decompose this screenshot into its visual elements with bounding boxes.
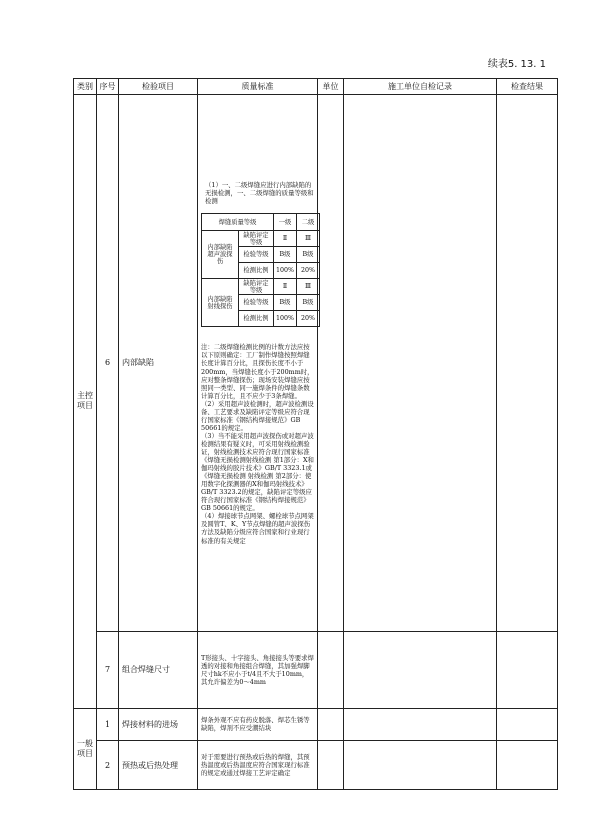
- header-item: 检验项目: [119, 79, 198, 95]
- category-general: 一般项目: [74, 708, 97, 789]
- group-row-g1: B级: [274, 247, 297, 263]
- standard-cell: 对于需要进行预热或后热的焊缝，其预热温度或后热温度应符合国家现行标准的规定或通过焊接工艺评定确定: [198, 741, 318, 790]
- group-row-g2: Ⅲ: [297, 231, 320, 247]
- unit-cell: [318, 631, 344, 708]
- result-cell: [497, 708, 558, 741]
- record-cell: [344, 741, 497, 790]
- group-row-g2: Ⅲ: [297, 279, 320, 295]
- table-title: 续表5. 13. 1: [487, 59, 546, 70]
- group-row-g2: B级: [297, 295, 320, 311]
- header-category: 类别: [74, 79, 97, 95]
- unit-cell: [318, 741, 344, 790]
- table-row: [74, 95, 558, 631]
- seq-cell: 1: [97, 708, 119, 741]
- header-record: 施工单位自检记录: [344, 79, 497, 95]
- table-row: [74, 631, 558, 708]
- group-row-label: 检验等级: [239, 295, 274, 311]
- grade-head-label: 焊缝质量等级: [202, 214, 274, 231]
- group-name: 内部缺陷超声波探伤: [202, 231, 239, 279]
- item-cell: 内部缺陷: [119, 95, 198, 631]
- standard-para: （2）采用超声波检测时，超声波检测设备、工艺要求及缺陷评定等级应符合现行国家标准《钢结构焊接规范》GB 50661的规定。: [201, 399, 314, 432]
- group-row-g1: Ⅱ: [274, 279, 297, 295]
- group-row-label: 缺陷评定等级: [239, 231, 274, 247]
- unit-cell: [318, 708, 344, 741]
- group-row-g1: B级: [274, 295, 297, 311]
- group-row-g2: 20%: [297, 263, 320, 279]
- standard-note: 注：二级焊缝检测比例的计数方法应按以下原则确定：工厂制作焊缝按照焊缝长度计算百分比，且探伤长度不小于200mm，当焊缝长度小于200mm时，应对整条焊缝探伤；现场安装焊缝应按照同一类型、同一施焊条件的焊缝条数计算百分比，且不应少于3条焊缝。: [201, 343, 314, 400]
- group-row-g2: B级: [297, 247, 320, 263]
- seq-cell: 6: [97, 95, 119, 631]
- category-main-control: 主控项目: [74, 95, 97, 708]
- record-cell: [344, 631, 497, 708]
- group-row-label: 检测比例: [239, 263, 274, 279]
- grade2-head: 二级: [297, 214, 320, 231]
- group-name: 内部缺陷射线探伤: [202, 279, 239, 327]
- standard-para: （3）当不能采用超声波探伤或对超声波检测结果有疑义时，可采用射线检测验证，射线检测技术应符合现行国家标准《焊缝无损检测射线检测 第1部分：X和伽玛射线的胶片技术》GB/T 3323.1或《焊缝无损检测 射线检测 第2部分：使用数字化探测器的X和伽玛射线技术》GB/T 3323.2的规定，缺陷评定等级应符合现行国家标准《钢结构焊接规范》GB 50661的规定。: [201, 431, 314, 513]
- item-cell: 组合焊缝尺寸: [119, 631, 198, 708]
- group-row-label: 检验等级: [239, 247, 274, 263]
- item-cell: 预热或后热处理: [119, 741, 198, 790]
- item-cell: 焊接材料的进场: [119, 708, 198, 741]
- group-row-label: 缺陷评定等级: [239, 279, 274, 295]
- group-row-g1: 100%: [274, 263, 297, 279]
- seq-cell: 7: [97, 631, 119, 708]
- grade1-head: 一级: [274, 214, 297, 231]
- result-cell: [497, 95, 558, 631]
- standard-para: （4）焊接球节点网架、螺栓球节点网架及圆管T、K、Y节点焊缝的超声波探伤方法及缺陷分级应符合国家和行业现行标准的有关规定: [201, 512, 314, 545]
- record-cell: [344, 708, 497, 741]
- result-cell: [497, 741, 558, 790]
- header-row: [74, 79, 558, 95]
- seq-cell: 2: [97, 741, 119, 790]
- standard-cell: [198, 95, 318, 631]
- table-row: [74, 708, 558, 741]
- standard-intro: （1）一、二级焊缝应进行内部缺陷的无损检测，一、二级焊缝的质量等级和检测: [205, 181, 314, 206]
- result-cell: [497, 631, 558, 708]
- grade-table: [201, 213, 320, 327]
- inspection-table: [73, 78, 558, 790]
- group-row-g1: Ⅱ: [274, 231, 297, 247]
- table-row: [74, 741, 558, 790]
- header-result: 检查结果: [497, 79, 558, 95]
- unit-cell: [318, 95, 344, 631]
- header-seq: 序号: [97, 79, 119, 95]
- standard-cell: 焊条外观不应有药皮脱落、焊芯生锈等缺陷，焊剂不应受潮结块: [198, 708, 318, 741]
- group-row-g1: 100%: [274, 311, 297, 327]
- group-row-label: 检测比例: [239, 311, 274, 327]
- group-row-g2: 20%: [297, 311, 320, 327]
- header-standard: 质量标准: [198, 79, 318, 95]
- header-unit: 单位: [318, 79, 344, 95]
- standard-cell: T形接头、十字接头、角接接头等要求焊透的对接和角接组合焊缝，其加强焊脚尺寸hk不应小于t/4且不大于10mm，其允许偏差为0～4mm: [198, 631, 318, 708]
- record-cell: [344, 95, 497, 631]
